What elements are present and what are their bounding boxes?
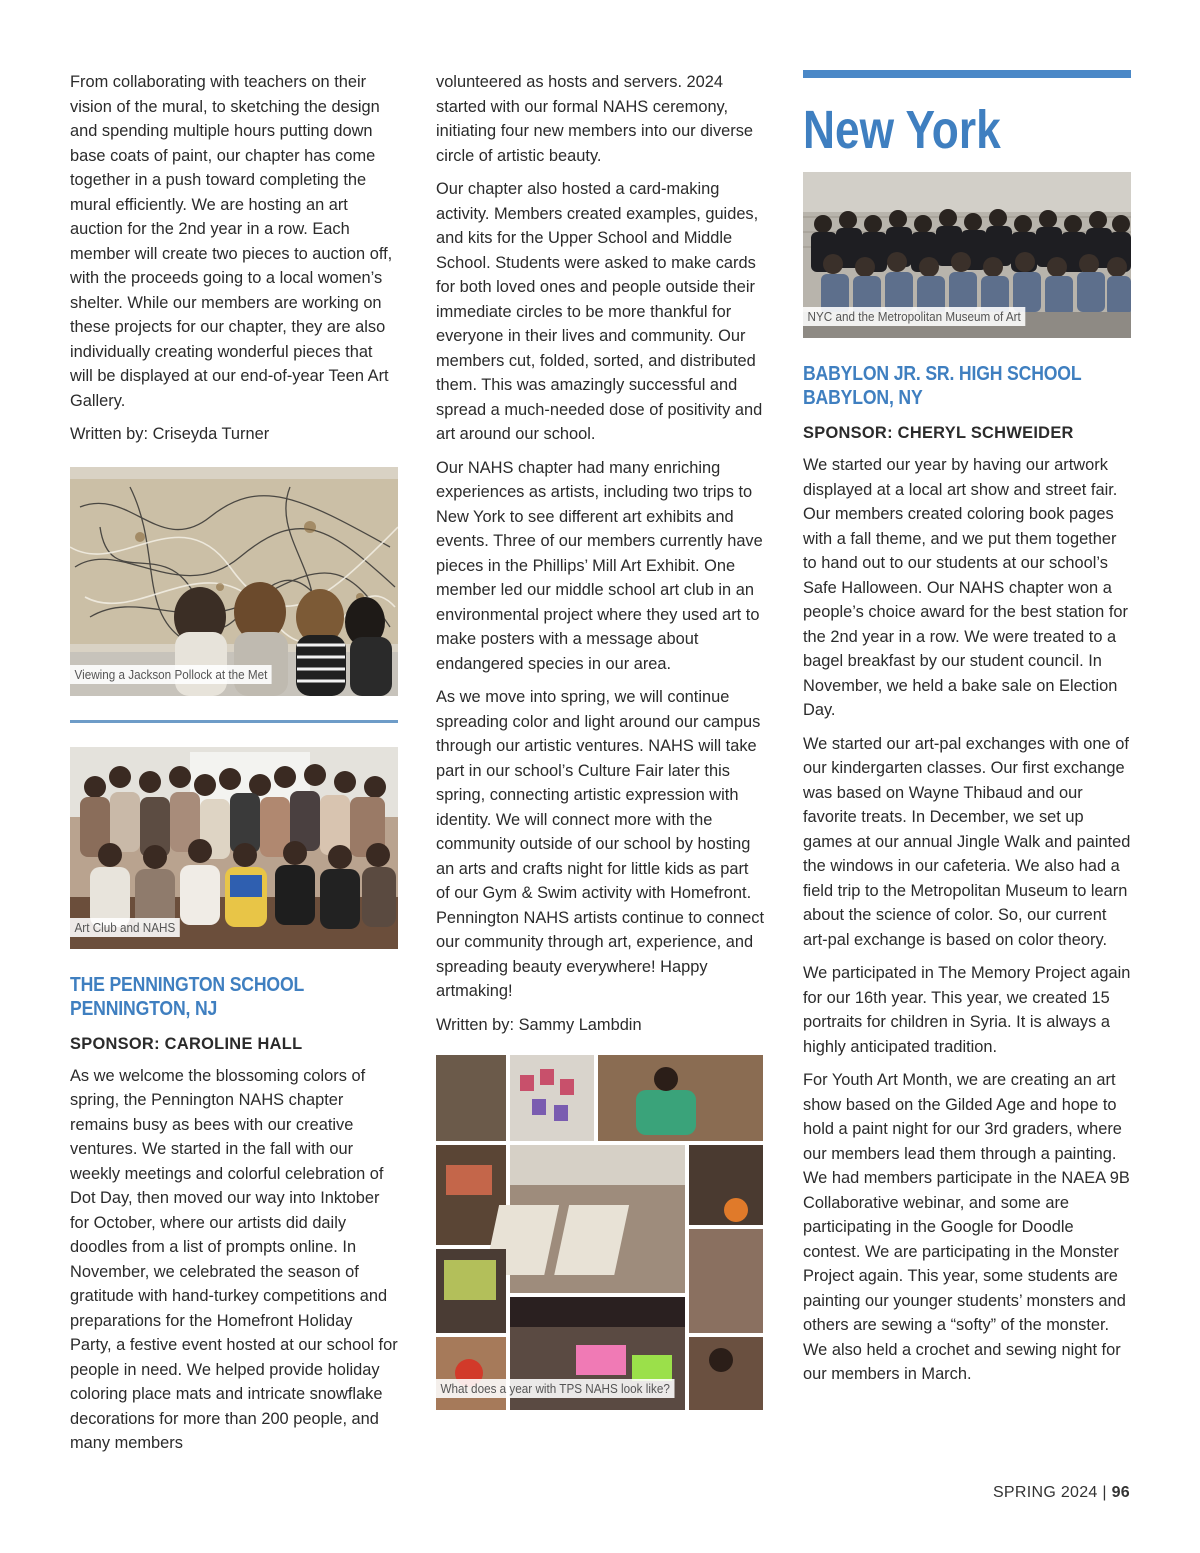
school-paragraph: As we welcome the blossoming colors of spring, the Pennington NAHS chapter remains busy as bees with our creative ventures. We started in the fall with our weekly meetings and colorful celebration of Dot Day, then moved our way into Inktober for October, where our artists did daily doodles from a list of prompts online. In November, we celebrated the season of gratitude with hand-turkey competitions and preparations for the Homefront Holiday Party, a festive event hosted at our school for people in need. We helped provide holiday coloring place mats and intricate snowflake decorations for more than 200 people, and many members xyxy=(70,1066,398,1452)
collage-image xyxy=(436,1055,763,1410)
paragraph: Our NAHS chapter had many enriching experiences as artists, including two trips to New York to see different art exhibits and events. Three of our members currently have pieces in the Phillips’ Mill Art Exhibit. One member led our middle school art club in an environmental project where they used art to make posters with a message about endangered species in our area. xyxy=(436,458,763,673)
paragraph: For Youth Art Month, we are creating an art show based on the Gilded Age and hope to hold a paint night for our 3rd graders, where our members lead them through a painting. We had members participate in the NAEA 9B Collaborative webinar, and some are participating in the Google for Doodle contest. We are participating in the Monster Project again. This year, some students are painting our younger students’ monsters and others are sewing a “softy” of the monster. We also held a crochet and sewing night for our members in March. xyxy=(803,1071,1130,1383)
page-number: 96 xyxy=(1111,1484,1130,1501)
art-club-photo xyxy=(70,747,398,949)
photo-caption: NYC and the Metropolitan Museum of Art xyxy=(803,307,1025,326)
photo-caption: Viewing a Jackson Pollock at the Met xyxy=(70,665,272,684)
column-1 xyxy=(70,70,398,1465)
paragraph: We participated in The Memory Project again for our 16th year. This year, we created 15 portraits for children in Syria. It is always a highly anticipated tradition. xyxy=(803,964,1131,1056)
region-title: New York xyxy=(803,100,1001,160)
column-2 xyxy=(436,70,766,1410)
sponsor-line: SPONSOR: CAROLINE HALL xyxy=(70,1034,303,1053)
paragraph: As we move into spring, we will continue spreading color and light around our campus through our artistic ventures. NAHS will take part in our school’s Culture Fair later this spring, connecting artistic expression with identity. We will connect more with the community outside of our school by hosting an arts and crafts night for little kids as part of our Gym & Swim activity with Homefront. Pennington NAHS artists continue to connect our community through art, experience, and spreading beauty everywhere! Happy artmaking! xyxy=(436,688,765,1000)
pollock-photo xyxy=(70,467,398,696)
author-credit: Written by: Sammy Lambdin xyxy=(436,1015,642,1034)
paragraph: Our chapter also hosted a card-making activity. Members created examples, guides, and kits for the Upper School and Middle School. Students were asked to make cards for both loved ones and people outside their immediate circles to be more thankful for everyone in their lives and community. Our members cut, folded, sorted, and distributed them. This was amazingly successful and spread a much-needed dose of positivity and art around our school. xyxy=(436,180,763,443)
school-name: THE PENNINGTON SCHOOL xyxy=(70,972,305,996)
school-name: BABYLON JR. SR. HIGH SCHOOL xyxy=(803,362,1082,385)
school-location: PENNINGTON, NJ xyxy=(70,996,218,1020)
column-3 xyxy=(803,70,1131,1396)
collage-photo xyxy=(436,1055,763,1410)
section-divider xyxy=(70,720,398,723)
photo-caption: Art Club and NAHS xyxy=(70,918,180,937)
sponsor-line: SPONSOR: CHERYL SCHWEIDER xyxy=(803,424,1074,442)
nyc-photo xyxy=(803,172,1131,338)
author-credit: Written by: Criseyda Turner xyxy=(70,425,270,443)
school-heading xyxy=(803,362,1131,410)
issue-label: SPRING 2024 xyxy=(992,1484,1098,1501)
school-location: BABYLON, NY xyxy=(803,386,923,409)
paragraph: We started our art-pal exchanges with one of our kindergarten classes. Our first exchange was based on Wayne Thibaud and our favorite treats. In December, we set up games at our annual Jingle Walk and painted the windows in our cafeteria. We also had a field trip to the Metropolitan Museum to learn about the science of color. So, our current art-pal exchange is based on color theory. xyxy=(803,734,1131,949)
intro-paragraph: From collaborating with teachers on their vision of the mural, to sketching the design and spending multiple hours putting down base coats of paint, our chapter has come together in a push toward completing the mural efficiently. We are hosting an art auction for the 2nd year in a row. Each member will create two pieces to auction off, with the proceeds going to a local women’s shelter. While our members are working on these projects for our chapter, they are also individually creating wonderful pieces that will be displayed at our end-of-year Teen Art Gallery. xyxy=(70,73,393,410)
footer-separator: | xyxy=(1102,1484,1107,1501)
photo-caption: What does a year with TPS NAHS look like? xyxy=(436,1379,674,1398)
region-rule xyxy=(803,70,1131,78)
school-heading xyxy=(70,973,398,1021)
page-footer xyxy=(993,1484,1130,1502)
paragraph: We started our year by having our artwork displayed at a local art show and street fair. Our members created coloring book pages with a fall theme, and we put them together to hand out to our students at our school’s Safe Halloween. Our NAHS chapter won a people’s choice award for the best station for the 2nd year in a row. We were treated to a bagel breakfast by our student council. In November, we held a bake sale on Election Day. xyxy=(803,456,1128,719)
pollock-photo-image xyxy=(70,467,398,696)
paragraph: volunteered as hosts and servers. 2024 started with our formal NAHS ceremony, initiating four new members into our diverse circle of artistic beauty. xyxy=(436,73,754,165)
